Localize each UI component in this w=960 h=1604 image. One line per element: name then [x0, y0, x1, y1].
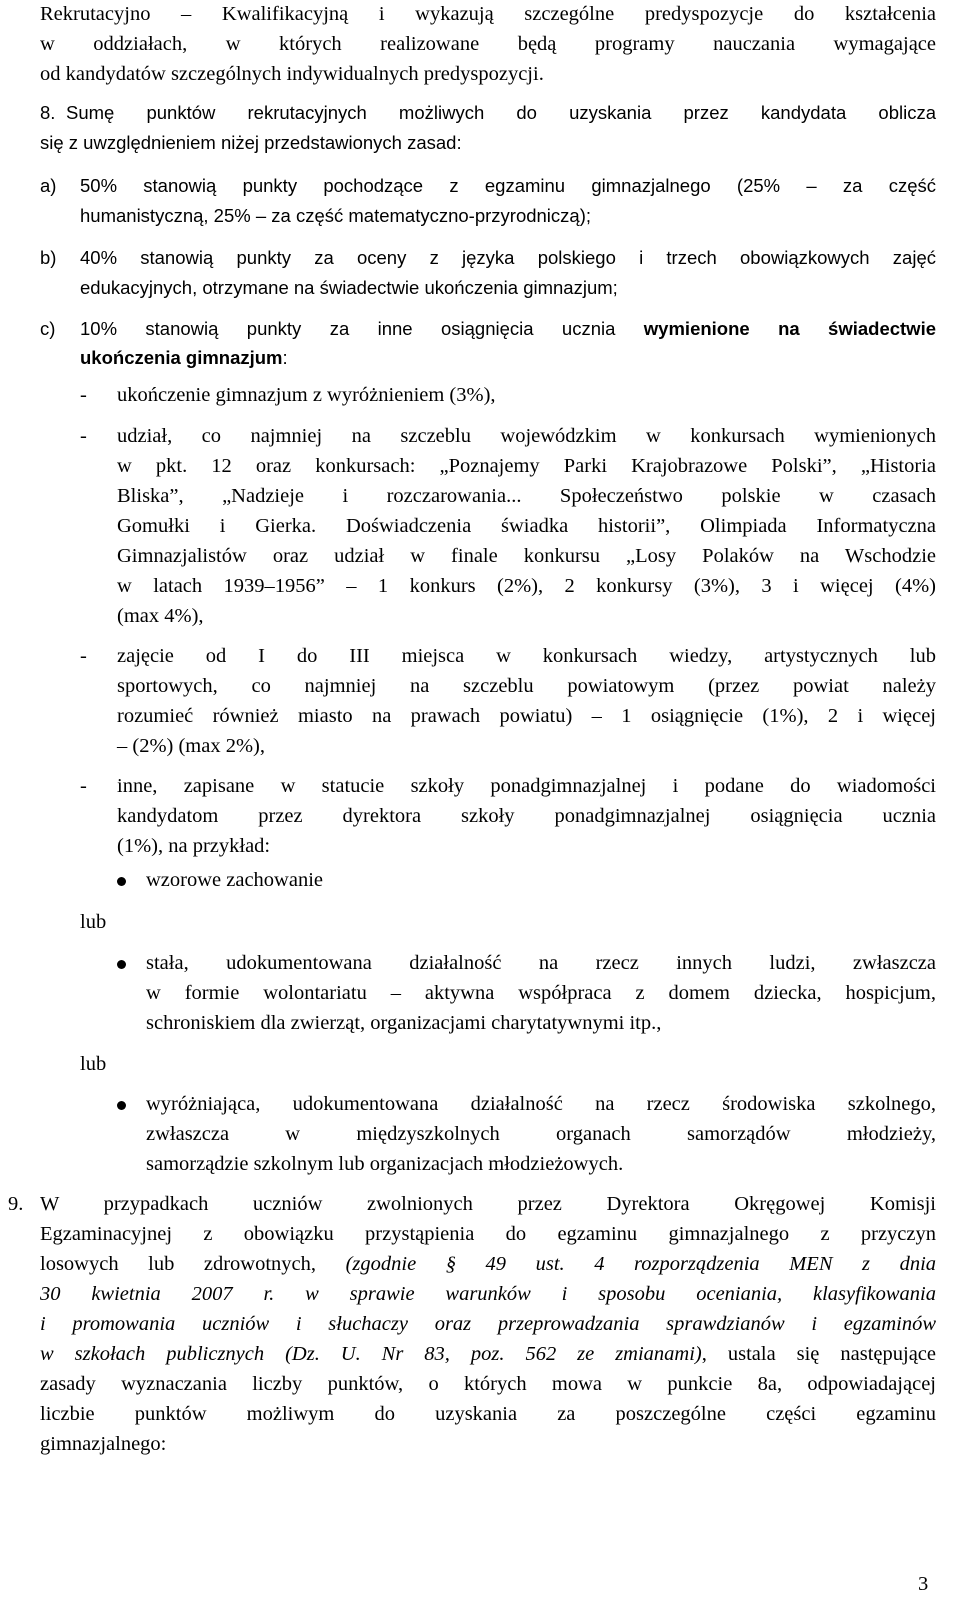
- item-c-line-2: [80, 349, 288, 368]
- dash-item-2-line-3: Bliska”, „Nadzieje i rozczarowania... Społeczeństwo polskie w czasach: [117, 485, 936, 507]
- bullet-2-dot: [117, 960, 126, 969]
- bullet-2-line-2: w formie wolontariatu – aktywna współpraca z domem dziecka, hospicjum,: [146, 982, 936, 1004]
- bullet-1-dot: [117, 877, 126, 886]
- point-9-line-7: zasady wyznaczania liczby punktów, o których mowa w punkcie 8a, odpowiadającej: [40, 1373, 936, 1395]
- point-8-number: 8.: [40, 102, 56, 123]
- item-b-label: b): [40, 247, 57, 268]
- point-9-text-2: , ustala się następujące: [701, 1343, 936, 1365]
- item-a-label: a): [40, 175, 57, 196]
- point-9-line-2: Egzaminacyjnej z obowiązku przystąpienia do egzaminu gimnazjalnego z przyczyn: [40, 1223, 936, 1245]
- dash-item-4-line-3: (1%), na przykład:: [117, 835, 271, 857]
- intro-line-1: Rekrutacyjno – Kwalifikacyjną i wykazują szczególne predyspozycje do kształcenia: [40, 3, 936, 25]
- dash-item-2-line-4: Gomułki i Gierka. Doświadczenia świadka historii”, Olimpiada Informatyczna: [117, 515, 936, 537]
- bullet-2-line-3: schroniskiem dla zwierząt, organizacjami charytatywnymi itp.,: [146, 1012, 662, 1034]
- dash-item-2-line-6: w latach 1939–1956” – 1 konkurs (2%), 2 konkursy (3%), 3 i więcej (4%): [117, 575, 936, 597]
- dash-item-4-line-1: inne, zapisane w statucie szkoły ponadgimnazjalnej i podane do wiadomości: [117, 775, 936, 797]
- item-a-line-2: humanistyczną, 25% – za część matematyczno-przyrodniczą);: [80, 205, 592, 226]
- item-b-line-2: edukacyjnych, otrzymane na świadectwie ukończenia gimnazjum;: [80, 277, 618, 298]
- dash-item-3-line-4: – (2%) (max 2%),: [117, 735, 266, 757]
- bullet-3-line-1: wyróżniająca, udokumentowana działalność na rzecz środowiska szkolnego,: [146, 1093, 936, 1115]
- bullet-3-line-3: samorządzie szkolnym lub organizacjach młodzieżowych.: [146, 1153, 624, 1175]
- item-c-emphasis: wymienione na świadectwie: [643, 318, 937, 339]
- dash-item-3-line-3: rozumieć również miasto na prawach powiatu) – 1 osiągnięcie (1%), 2 i więcej: [117, 705, 936, 727]
- item-a-line-1: 50% stanowią punkty pochodzące z egzaminu gimnazjalnego (25% – za część: [80, 175, 936, 196]
- lub-connector-2: lub: [80, 1053, 107, 1075]
- dash-item-3-line-2: sportowych, co najmniej na szczeblu powiatowym (przez powiat należy: [117, 675, 936, 697]
- point-9-line-3: [40, 1254, 936, 1275]
- dash-marker-1: -: [80, 384, 87, 406]
- dash-item-4-line-2: kandydatom przez dyrektora szkoły ponadgimnazjalnej osiągnięcia ucznia: [117, 805, 936, 827]
- dash-marker-3: -: [80, 645, 87, 667]
- intro-line-2: w oddziałach, w których realizowane będą programy nauczania wymagające: [40, 33, 936, 55]
- point-9-line-9: gimnazjalnego:: [40, 1433, 167, 1455]
- bullet-3-dot: [117, 1101, 126, 1110]
- page-number: 3: [918, 1573, 929, 1595]
- bullet-1-text: wzorowe zachowanie: [146, 869, 324, 891]
- dash-item-1: ukończenie gimnazjum z wyróżnieniem (3%),: [117, 384, 496, 406]
- point-9-line-6: [40, 1344, 936, 1365]
- point-9-citation: (zgodnie § 49 ust. 4 rozporządzenia MEN z dnia: [345, 1253, 937, 1275]
- dash-item-2-line-5: Gimnazjalistów oraz udział w finale konkursu „Losy Polaków na Wschodzie: [117, 545, 936, 567]
- lub-connector-1: lub: [80, 911, 107, 933]
- point-9-number: 9.: [8, 1193, 24, 1215]
- point-9-citation-end: w szkołach publicznych (Dz. U. Nr 83, poz. 562 ze zmianami): [40, 1343, 702, 1365]
- bullet-3-line-2: zwłaszcza w międzyszkolnych organach samorządów młodzieży,: [146, 1123, 936, 1145]
- item-c-label: c): [40, 318, 56, 339]
- item-c-text: 10% stanowią punkty za inne osiągnięcia ucznia: [80, 318, 616, 339]
- bullet-2-line-1: stała, udokumentowana działalność na rzecz innych ludzi, zwłaszcza: [146, 952, 936, 974]
- dash-item-2-line-2: w pkt. 12 oraz konkursach: „Poznajemy Parki Krajobrazowe Polski”, „Historia: [117, 455, 936, 477]
- item-c-emphasis-2: ukończenia gimnazjum: [80, 347, 283, 368]
- point-8-line-1: Sumę punktów rekrutacyjnych możliwych do uzyskania przez kandydata oblicza: [66, 102, 936, 123]
- dash-item-2-line-7: (max 4%),: [117, 605, 204, 627]
- point-9-text: losowych lub zdrowotnych,: [40, 1253, 317, 1275]
- dash-item-2-line-1: udział, co najmniej na szczeblu wojewódzkim w konkursach wymienionych: [117, 425, 936, 447]
- point-9-line-5: i promowania uczniów i słuchaczy oraz przeprowadzania sprawdzianów i egzaminów: [40, 1313, 936, 1335]
- point-9-line-8: liczbie punktów możliwym do uzyskania za poszczególne części egzaminu: [40, 1403, 936, 1425]
- dash-marker-4: -: [80, 775, 87, 797]
- item-b-line-1: 40% stanowią punkty za oceny z języka polskiego i trzech obowiązkowych zajęć: [80, 247, 936, 268]
- point-9-line-1: W przypadkach uczniów zwolnionych przez Dyrektora Okręgowej Komisji: [40, 1193, 936, 1215]
- intro-line-3: od kandydatów szczególnych indywidualnych predyspozycji.: [40, 63, 544, 85]
- item-c-colon: :: [282, 347, 288, 368]
- dash-marker-2: -: [80, 425, 87, 447]
- item-c-line-1: [80, 320, 936, 339]
- point-8-line-2: się z uwzględnieniem niżej przedstawionych zasad:: [40, 132, 462, 153]
- point-9-line-4: 30 kwietnia 2007 r. w sprawie warunków i sposobu oceniania, klasyfikowania: [40, 1283, 936, 1305]
- dash-item-3-line-1: zajęcie od I do III miejsca w konkursach wiedzy, artystycznych lub: [117, 645, 936, 667]
